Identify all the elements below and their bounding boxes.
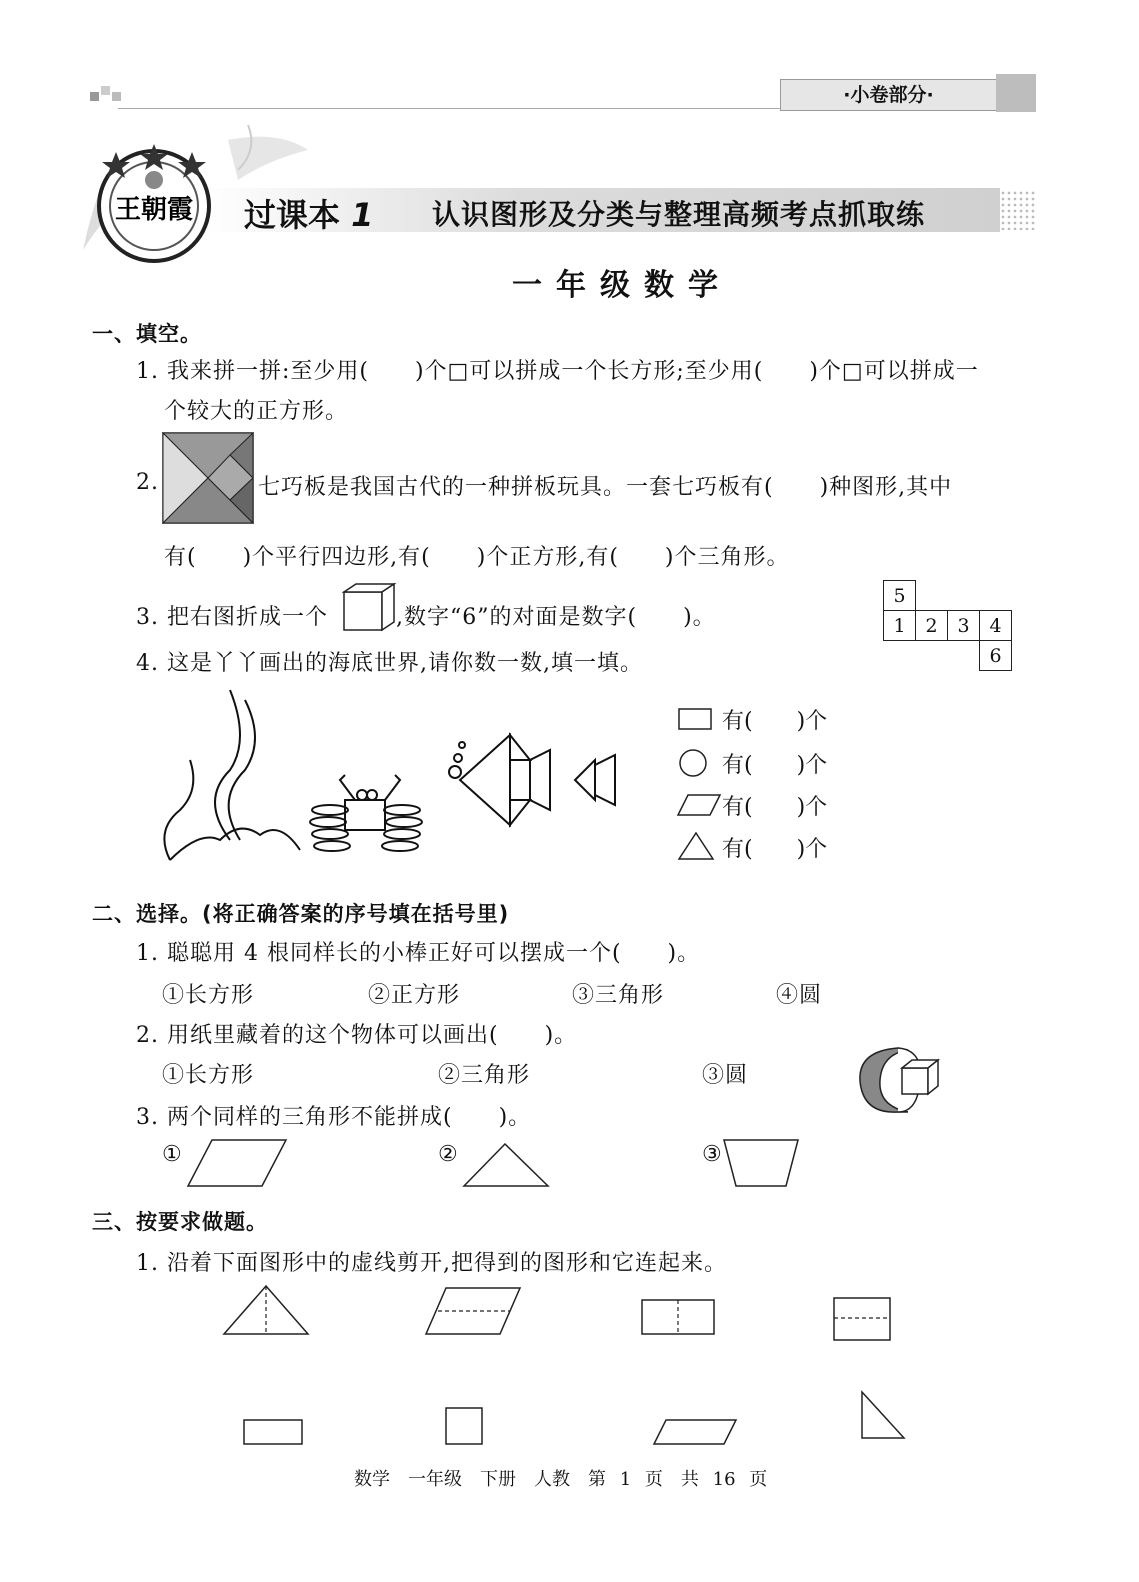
question-1-1-cont: 个较大的正方形。 <box>164 399 349 424</box>
cut-shapes-bottom <box>240 1388 940 1448</box>
triangle-icon <box>678 832 718 862</box>
triangle-option <box>462 1142 552 1188</box>
q2-1-option-1: ①长方形 <box>162 983 255 1008</box>
q2-1-option-4: ④圆 <box>776 983 823 1008</box>
parallelogram-icon <box>678 794 722 818</box>
section-3-heading: 三、按要求做题。 <box>92 1210 268 1234</box>
legend-parallelogram-count: 有( )个 <box>722 795 828 820</box>
question-1-3-b: ,数字“6”的对面是数字( )。 <box>396 605 716 630</box>
subject-heading: 一年级数学 <box>512 268 732 303</box>
trapezoid-option <box>722 1138 802 1190</box>
question-1-2: 七巧板是我国古代的一种拼板玩具。一套七巧板有( )种图形,其中 <box>258 475 953 500</box>
q2-2-option-1: ①长方形 <box>162 1063 255 1088</box>
question-1-1: 1. 我来拼一拼:至少用( )个□可以拼成一个长方形;至少用( )个□可以拼成一 <box>136 359 979 384</box>
question-1-4: 4. 这是丫丫画出的海底世界,请你数一数,填一填。 <box>136 651 643 676</box>
rectangle-icon <box>678 708 714 732</box>
question-2-1: 1. 聪聪用 4 根同样长的小棒正好可以摆成一个( )。 <box>136 941 701 966</box>
svg-text:王朝霞: 王朝霞 <box>114 195 194 225</box>
section-2-heading: 二、选择。(将正确答案的序号填在括号里) <box>92 902 510 926</box>
page-title: 过课本 1 <box>244 196 374 234</box>
net-cell: 3 <box>948 611 980 641</box>
tag-side-block <box>996 74 1036 112</box>
cut-shapes-top <box>222 1284 922 1344</box>
circle-icon <box>678 748 710 780</box>
question-2-3: 3. 两个同样的三角形不能拼成( )。 <box>136 1105 532 1130</box>
header-rule <box>118 108 780 109</box>
cube-icon <box>342 582 398 632</box>
hidden-box-image <box>858 1046 948 1116</box>
banner-dots <box>1000 190 1036 230</box>
legend-triangle-count: 有( )个 <box>722 837 828 862</box>
page-subtitle: 认识图形及分类与整理高频考点抓取练 <box>432 198 926 231</box>
q2-2-option-3: ③圆 <box>702 1063 749 1088</box>
legend-rectangle-count: 有( )个 <box>722 709 828 734</box>
q2-1-option-3: ③三角形 <box>572 983 665 1008</box>
net-cell: 5 <box>884 581 916 611</box>
tangram-image <box>163 433 255 525</box>
net-cell: 6 <box>980 641 1012 671</box>
question-1-2-cont: 有( )个平行四边形,有( )个正方形,有( )个三角形。 <box>164 545 790 570</box>
q2-2-option-2: ②三角形 <box>438 1063 531 1088</box>
page-footer: 数学 一年级 下册 人教 第 1 页 共 16 页 <box>354 1469 768 1490</box>
q2-3-option-2-label: ② <box>438 1142 459 1167</box>
section-tag: ·小卷部分· <box>780 79 997 111</box>
cube-net <box>883 580 1012 671</box>
question-1-3-a: 3. 把右图折成一个 <box>136 605 328 630</box>
legend-circle-count: 有( )个 <box>722 753 828 778</box>
section-1-heading: 一、填空。 <box>92 322 202 346</box>
net-cell: 2 <box>916 611 948 641</box>
question-1-2-number: 2. <box>136 470 159 495</box>
parallelogram-option <box>186 1138 290 1188</box>
sea-world-drawing <box>160 680 630 880</box>
net-cell: 1 <box>884 611 916 641</box>
net-cell: 4 <box>980 611 1012 641</box>
q2-1-option-2: ②正方形 <box>368 983 461 1008</box>
q2-3-option-1-label: ① <box>162 1142 183 1167</box>
question-3-1: 1. 沿着下面图形中的虚线剪开,把得到的图形和它连起来。 <box>136 1251 727 1276</box>
brand-logo <box>96 148 216 268</box>
question-2-2: 2. 用纸里藏着的这个物体可以画出( )。 <box>136 1023 578 1048</box>
q2-3-option-3-label: ③ <box>702 1142 723 1167</box>
